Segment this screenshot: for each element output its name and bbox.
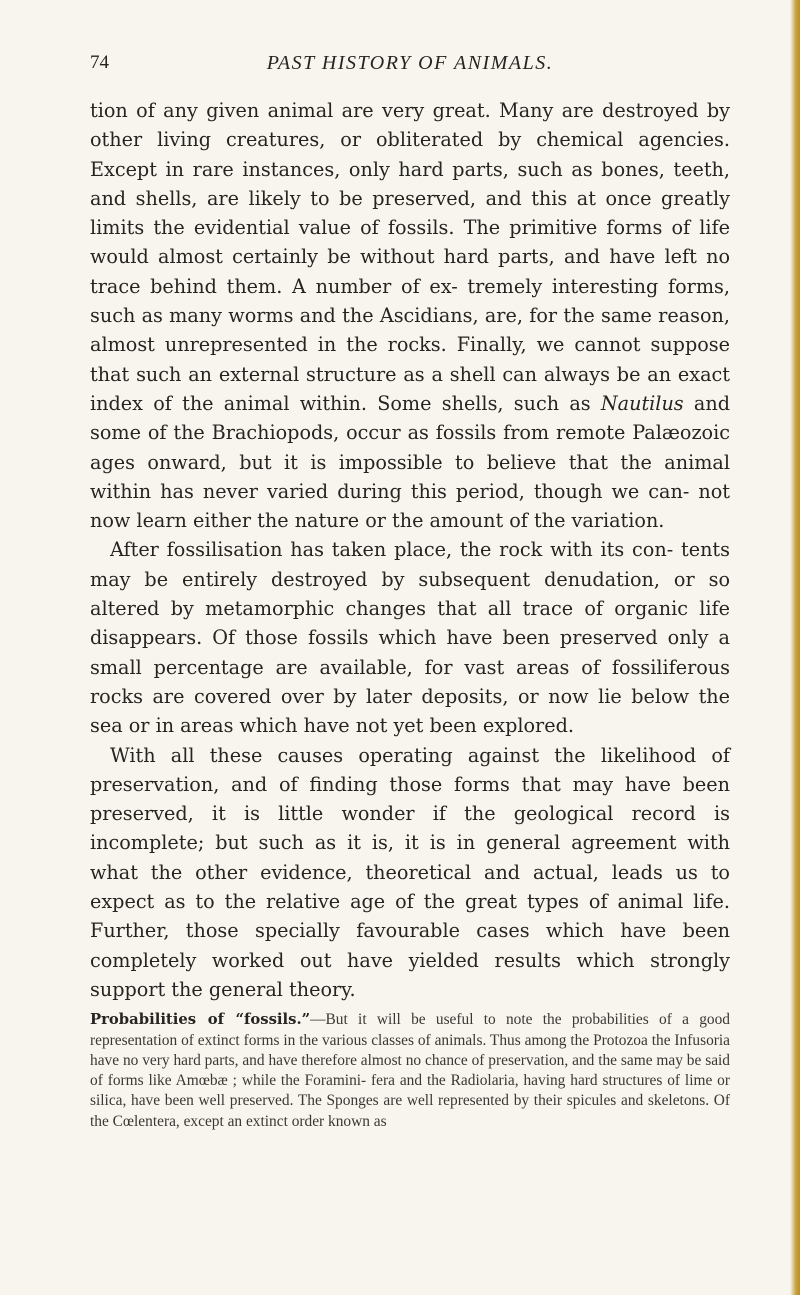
paragraph-1 [90, 96, 730, 535]
page-header [90, 52, 730, 82]
paragraph-1-italic-term: Nautilus [600, 391, 684, 415]
paragraph-3: With all these causes operating against the likelihood of preservation, and of finding those forms that may have been preserved, it is little wonder if the geological record is incomplete; but such as it is, it is in general agreement with what the other evidence, theoretical and actual, leads us to expect as to the relative age of the great types of animal life. Further, those specially favourable cases which have been completely worked out have yielded results which strongly support the general theory. [90, 743, 730, 1001]
section-heading: Probabilities of “fossils.” [90, 1011, 311, 1029]
paragraph-1-text-b: and some of the Brachiopods, occur as fossils from remote Palæozoic ages onward, but it is impossible to believe that the animal within has never varied during this period, though we can- not now learn either the nature or the amount of the variation. [90, 391, 730, 533]
paragraph-2: After fossilisation has taken place, the rock with its con- tents may be entirely destroyed by subsequent denudation, or so altered by metamorphic changes that all trace of organic life disappears. Of those fossils which have been preserved only a small percentage are available, for vast areas of fossiliferous rocks are covered over by later deposits, or now lie below the sea or in areas which have not yet been explored. [90, 538, 730, 738]
paragraph-1-text-a: tion of any given animal are very great. Many are destroyed by other living creatures, or obliterated by chemical agencies. Except in rare instances, only hard parts, such as bones, teeth, and shells, are likely to be preserved, and this at once greatly limits the evidential value of fossils. The primitive forms of life would almost certainly be without hard parts, and have left no trace behind them. A number of ex- tremely interesting forms, such as many worms and the Ascidians, are, for the same reason, almost unrepresented in the rocks. Finally, we cannot suppose that such an external structure as a shell can always be an exact index of the animal within. Some shells, such as [90, 99, 730, 415]
body-text [90, 96, 730, 1132]
paragraph-4-text: —But it will be useful to note the probabilities of a good representation of extinct forms in the various classes of animals. Thus among the Protozoa the Infusoria have no very hard parts, and have therefore almost no chance of preservation, and the same may be said of forms like Amœbæ ; while the Foramini- fera and the Radiolaria, having hard structures of lime or silica, have been well preserved. The Sponges are well represented by their spicules and skeletons. Of the Cœlentera, except an extinct order known as [90, 1011, 730, 1130]
page-edge-shadow [790, 0, 800, 1295]
running-head: PAST HISTORY OF ANIMALS. [266, 52, 554, 74]
page-number: 74 [90, 52, 109, 73]
paragraph-4 [90, 1010, 730, 1132]
